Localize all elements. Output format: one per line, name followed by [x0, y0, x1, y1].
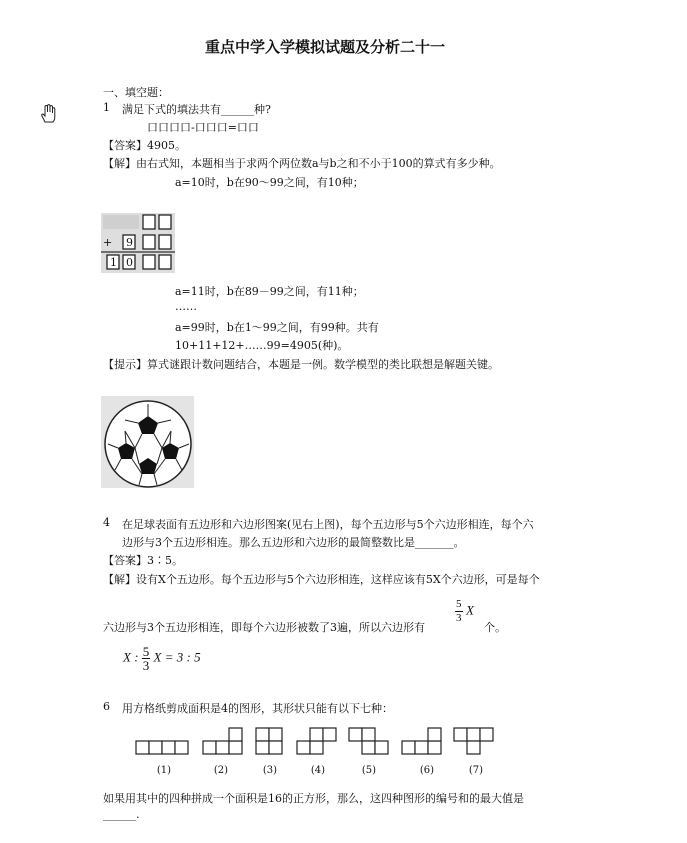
q4-text-line1: 在足球表面有五边形和六边形图案(见右上图)，每个五边形与5个六边形相连，每个六 [122, 518, 534, 531]
shape-label-7: (7) [468, 765, 484, 776]
shape-label-3: (3) [262, 765, 278, 776]
tetromino-shapes [132, 722, 497, 758]
q1-grid-image [101, 213, 175, 273]
q1-number: 1 [103, 101, 110, 114]
shape-label-6: (6) [419, 765, 435, 776]
shape-label-2: (2) [213, 765, 229, 776]
q6-question-line2: ______. [103, 808, 140, 821]
q4-equation [123, 645, 201, 672]
frac-denominator: 3 [456, 612, 462, 624]
q4-fraction-inline [455, 598, 474, 625]
q1-answer: 【答案】4905。 [103, 139, 186, 152]
page-title: 重点中学入学模拟试题及分析二十一 [205, 38, 446, 56]
q1-analysis-line1: 【解】由右式知，本题相当于求两个两位数a与b之和不小于100的算式有多少种。 [103, 157, 501, 170]
eq-right: X = 3 : 5 [153, 649, 201, 665]
q1-analysis-line2: a=10时，b在90～99之间，有10种； [175, 176, 364, 189]
q6-text: 用方格纸剪成面积是4的图形，其形状只能有以下七种： [122, 702, 393, 715]
q6-question-line1: 如果用其中的四种拼成一个面积是16的正方形，那么，这四种图形的编号和的最大值是 [103, 792, 524, 805]
q4-analysis-line1: 【解】设有X个五边形。每个五边形与5个六边形相连，这样应该有5X个六边形，可是每个 [103, 573, 540, 586]
frac-variable-x: X [466, 602, 474, 618]
shape-label-5: (5) [361, 765, 377, 776]
q4-analysis-line2: 六边形与3个五边形相连，即每个六边形被数了3遍，所以六边形有 [103, 621, 425, 634]
q1-analysis-line4: …… [175, 300, 197, 313]
q4-analysis-line2-tail: 个。 [484, 621, 506, 634]
q1-expression: 口口口口-口口口=口口 [147, 121, 259, 134]
q1-analysis-line5: a=99时，b在1～99之间，有99种。共有 [175, 321, 379, 334]
soccer-ball-image [101, 396, 194, 488]
grid-digit-zero: 0 [126, 256, 133, 269]
q6-number: 6 [103, 700, 110, 713]
q4-text-line2: 边形与3个五边形相连。那么五边形和六边形的最简整数比是_______。 [122, 536, 465, 549]
eq-frac-denominator: 3 [142, 658, 150, 673]
grid-digit-nine: 9 [126, 236, 133, 249]
grid-digit-one: 1 [110, 256, 117, 269]
shape-label-1: (1) [156, 765, 172, 776]
tetromino-svg [132, 722, 497, 758]
q4-number: 4 [103, 516, 110, 529]
q1-text: 满足下式的填法共有______种? [122, 103, 271, 116]
q1-analysis-line6: 10+11+12+……99=4905(种)。 [175, 339, 349, 352]
q1-hint: 【提示】算式谜跟计数问题结合，本题是一例。数学模型的类比联想是解题关键。 [103, 358, 499, 371]
q1-analysis-line3: a=11时，b在89－99之间，有11种； [175, 285, 364, 298]
eq-left: X : [123, 649, 139, 665]
shape-label-4: (4) [310, 765, 326, 776]
frac-numerator: 5 [456, 598, 462, 610]
grid-plus-sign: + [103, 236, 113, 249]
q4-answer: 【答案】3∶5。 [103, 554, 183, 567]
eq-frac-numerator: 5 [142, 644, 150, 659]
hand-cursor-icon [39, 104, 57, 127]
section-heading: 一、填空题： [103, 86, 169, 99]
